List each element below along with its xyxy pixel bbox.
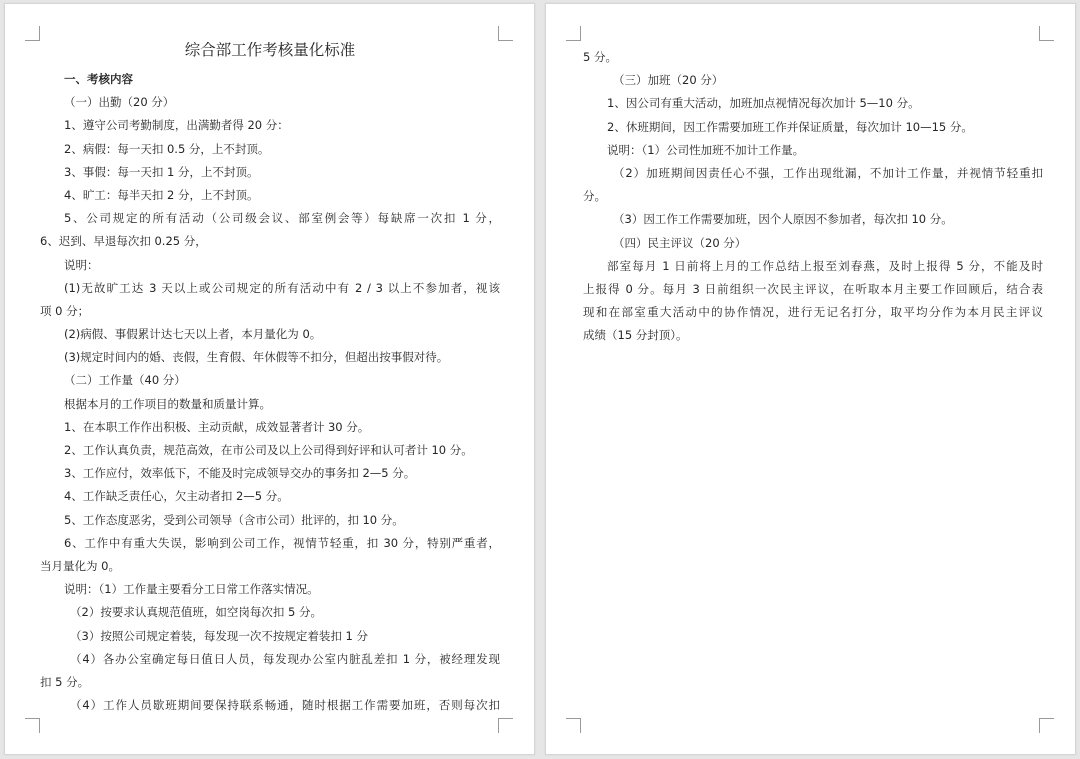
- text-line: （4）各办公室确定每日值日人员，每发现办公室内脏乱差扣 1 分，被经理发现: [70, 651, 500, 666]
- margin-corner-bottom-left: [566, 718, 581, 733]
- margin-corner-top-right: [498, 26, 513, 41]
- page-1-body: [40, 40, 500, 717]
- page-2-body: [583, 46, 1043, 347]
- text-line: （3）因工作工作需要加班，因个人原因不参加者，每次扣 10 分。: [613, 212, 953, 227]
- text-line: 1、遵守公司考勤制度，出满勤者得 20 分：: [64, 118, 289, 133]
- text-line: 扣 5 分。: [40, 674, 90, 689]
- margin-corner-bottom-right: [1039, 718, 1054, 733]
- text-line: 部室每月 1 日前将上月的工作总结上报至刘春燕，及时上报得 5 分，不能及时: [607, 258, 1043, 273]
- text-line: 项 0 分；: [40, 303, 90, 318]
- text-line: （4）工作人员歇班期间要保持联系畅通，随时根据工作需要加班，否则每次扣: [70, 698, 500, 713]
- page-1-lines: [40, 68, 500, 717]
- text-line: （3）按照公司规定着装，每发现一次不按规定着装扣 1 分: [70, 628, 368, 643]
- text-line: 1、在本职工作作出积极、主动贡献，成效显著者计 30 分。: [64, 419, 370, 434]
- text-line: 6、工作中有重大失误，影响到公司工作，视情节轻重，扣 30 分，特别严重者，: [64, 535, 500, 550]
- text-line: 说明：（1）公司性加班不加计工作量。: [607, 142, 805, 157]
- text-line: 说明：（1）工作量主要看分工日常工作落实情况。: [64, 582, 319, 597]
- margin-corner-top-right: [1039, 26, 1054, 41]
- document-title: 综合部工作考核量化标准: [184, 41, 356, 59]
- text-line: 说明：: [64, 257, 99, 272]
- text-line: 一、考核内容: [64, 72, 133, 86]
- text-line: （2）加班期间因责任心不强，工作出现纰漏，不加计工作量，并视情节轻重扣: [613, 165, 1043, 180]
- text-line: 5 分。: [583, 50, 617, 64]
- text-line: （一）出勤（20 分）: [64, 95, 175, 110]
- text-line: (3)规定时间内的婚、丧假，生育假、年休假等不扣分，但超出按事假对待。: [64, 350, 449, 365]
- text-line: 5、公司规定的所有活动（公司级会议、部室例会等）每缺席一次扣 1 分，: [64, 211, 500, 226]
- text-line: 2、病假：每一天扣 0.5 分，上不封顶。: [64, 141, 270, 156]
- text-line: (1)无故旷工达 3 天以上或公司规定的所有活动中有 2 / 3 以上不参加者，视该: [64, 280, 500, 295]
- text-line: （四）民主评议（20 分）: [613, 235, 747, 250]
- text-line: 4、工作缺乏责任心，欠主动者扣 2—5 分。: [64, 489, 289, 504]
- margin-corner-bottom-left: [25, 718, 40, 733]
- text-line: 3、工作应付，效率低下，不能及时完成领导交办的事务扣 2—5 分。: [64, 466, 416, 481]
- text-line: 分。: [583, 189, 606, 204]
- text-line: （二）工作量（40 分）: [64, 373, 186, 388]
- text-line: 4、旷工：每半天扣 2 分，上不封顶。: [64, 187, 259, 202]
- text-line: 现和在部室重大活动中的协作情况，进行无记名打分，取平均分作为本月民主评议: [583, 305, 1043, 320]
- document-page-1: [4, 3, 535, 755]
- text-line: 当月量化为 0。: [40, 558, 120, 573]
- text-line: (2)病假、事假累计达七天以上者，本月量化为 0。: [64, 327, 322, 342]
- margin-corner-bottom-right: [498, 718, 513, 733]
- text-line: 2、工作认真负责，规范高效，在市公司及以上公司得到好评和认可者计 10 分。: [64, 443, 473, 457]
- text-line: （三）加班（20 分）: [613, 73, 724, 88]
- text-line: 6、迟到、早退每次扣 0.25 分，: [40, 234, 207, 249]
- text-line: 5、工作态度恶劣，受到公司领导（含市公司）批评的，扣 10 分。: [64, 512, 404, 527]
- text-line: 上报得 0 分。每月 3 日前组织一次民主评议，在听取本月主要工作回顾后，结合表: [583, 281, 1043, 296]
- text-line: （2）按要求认真规范值班，如空岗每次扣 5 分。: [70, 605, 322, 620]
- text-line: 3、事假：每一天扣 1 分，上不封顶。: [64, 164, 259, 179]
- text-line: 2、休班期间，因工作需要加班工作并保证质量，每次加计 10—15 分。: [607, 119, 973, 134]
- text-line: 成绩（15 分封顶）。: [583, 328, 688, 343]
- document-page-2: [545, 3, 1076, 755]
- page-2-lines: [583, 46, 1043, 347]
- margin-corner-top-left: [566, 26, 581, 41]
- text-line: 根据本月的工作项目的数量和质量计算。: [64, 396, 271, 411]
- margin-corner-top-left: [25, 26, 40, 41]
- text-line: 1、因公司有重大活动，加班加点视情况每次加计 5—10 分。: [607, 96, 920, 111]
